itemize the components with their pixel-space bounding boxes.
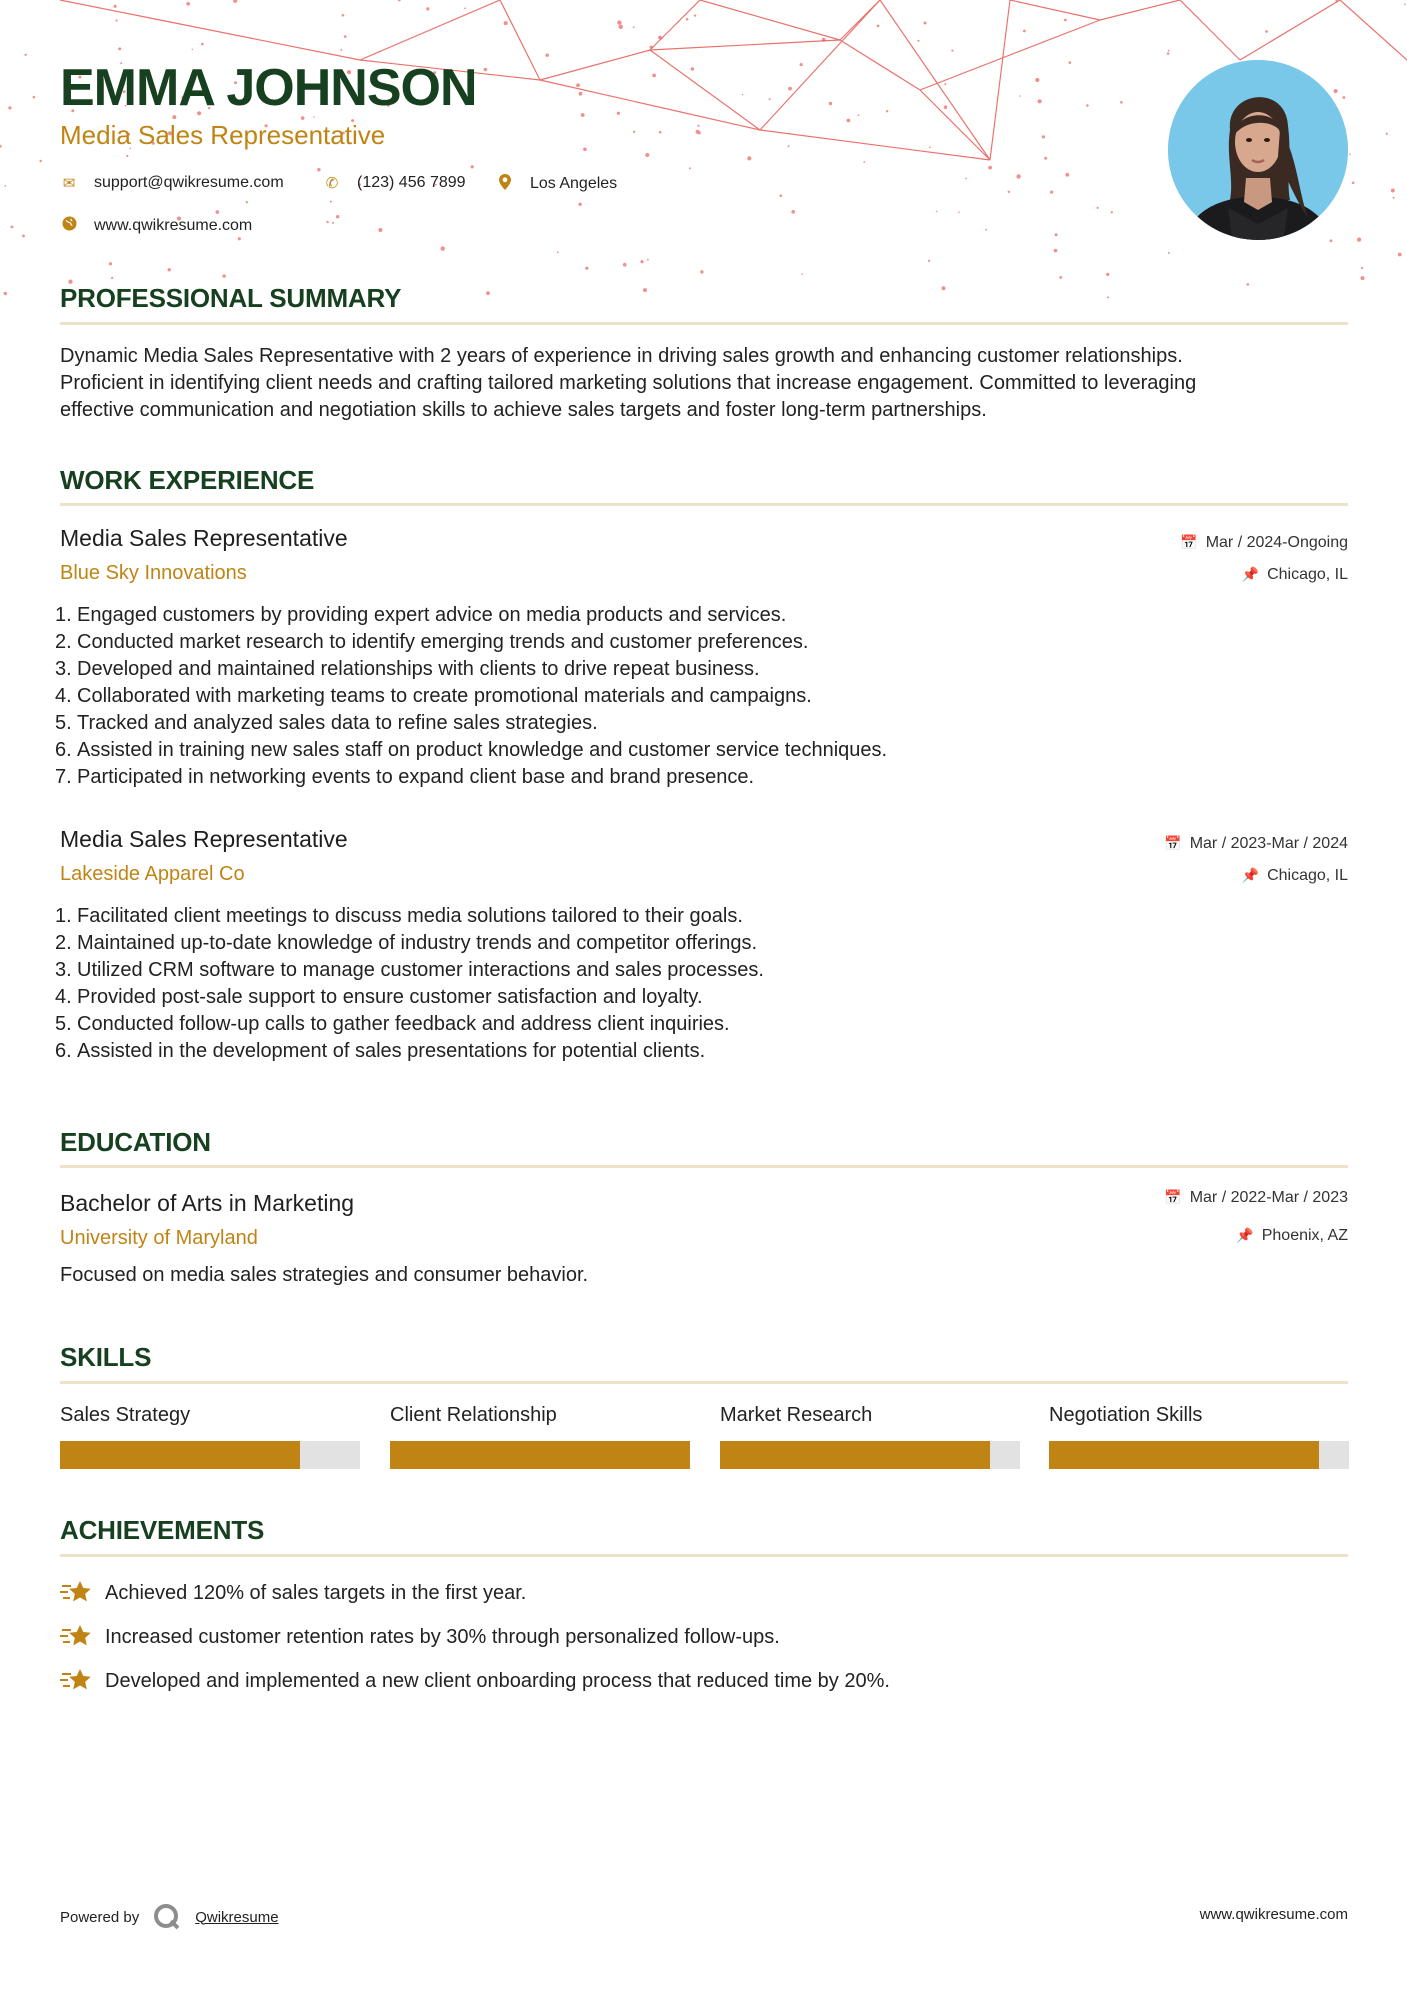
list-item: 7. Participated in networking events to expand client base and brand presence.	[55, 766, 755, 788]
section-title-skills: SKILLS	[60, 1342, 152, 1372]
star-icon	[60, 1623, 92, 1651]
job-location-text: Chicago, IL	[1267, 867, 1348, 884]
job-location	[1242, 566, 1348, 584]
achievement-item	[60, 1579, 526, 1607]
job-location	[1242, 867, 1348, 885]
section-title-achievements: ACHIEVEMENTS	[60, 1515, 265, 1545]
section-divider	[60, 1554, 1348, 1557]
envelope-icon: ✉	[62, 175, 76, 192]
calendar-icon: 📅	[1164, 1189, 1182, 1205]
skill-bar-track	[60, 1441, 360, 1469]
achievement-text: Increased customer retention rates by 30% through personalized follow-ups.	[105, 1625, 780, 1648]
summary-line: Dynamic Media Sales Representative with 2 years of experience in driving sales growth and enhancing customer relationships.	[60, 345, 1183, 367]
achievement-item	[60, 1623, 780, 1651]
section-divider	[60, 322, 1348, 325]
list-item: 6. Assisted in the development of sales presentations for potential clients.	[55, 1040, 706, 1062]
section-divider	[60, 1381, 1348, 1384]
skill-bar-track	[1049, 1441, 1349, 1469]
job-role: Media Sales Representative	[60, 525, 348, 551]
job-dates	[1180, 534, 1348, 552]
job-location-text: Chicago, IL	[1267, 566, 1348, 583]
skill-bar-track	[720, 1441, 1020, 1469]
skill-bar-fill	[1049, 1441, 1319, 1469]
education-degree: Bachelor of Arts in Marketing	[60, 1190, 355, 1216]
education-dates	[1164, 1189, 1348, 1207]
qwikresume-link[interactable]: Qwikresume	[195, 1908, 279, 1926]
list-item: 1. Engaged customers by providing expert advice on media products and services.	[55, 604, 787, 626]
profile-photo	[1168, 60, 1348, 240]
phone-text: (123) 456 7899	[357, 174, 466, 191]
website-text: www.qwikresume.com	[94, 216, 253, 234]
list-item: 2. Conducted market research to identify emerging trends and customer preferences.	[55, 631, 809, 653]
list-item: 2. Maintained up-to-date knowledge of industry trends and competitor offerings.	[55, 932, 758, 954]
section-title-experience: WORK EXPERIENCE	[60, 465, 315, 495]
summary-line: effective communication and negotiation skills to achieve sales targets and foster long-term partnerships.	[60, 399, 987, 421]
job-company: Blue Sky Innovations	[60, 562, 247, 584]
skill-label: Negotiation Skills	[1049, 1404, 1203, 1426]
job-dates-text: Mar / 2023-Mar / 2024	[1189, 835, 1348, 852]
list-item: 3. Utilized CRM software to manage customer interactions and sales processes.	[55, 959, 764, 981]
skill-bar-fill	[60, 1441, 300, 1469]
qwikresume-logo-icon	[153, 1903, 181, 1931]
pushpin-icon: 📌	[1241, 566, 1260, 582]
email-text: support@qwikresume.com	[94, 174, 284, 191]
star-icon	[60, 1579, 92, 1607]
education-description: Focused on media sales strategies and consumer behavior.	[60, 1264, 589, 1286]
calendar-icon: 📅	[1180, 534, 1198, 550]
job-bullet-list	[55, 602, 887, 791]
contact-email[interactable]	[60, 174, 284, 192]
phone-icon: ✆	[325, 175, 339, 192]
list-item: 4. Provided post-sale support to ensure customer satisfaction and loyalty.	[55, 986, 703, 1008]
education-location	[1236, 1227, 1348, 1245]
list-item: 3. Developed and maintained relationships with clients to drive repeat business.	[55, 658, 760, 680]
job-company: Lakeside Apparel Co	[60, 863, 245, 885]
list-item: 5. Conducted follow-up calls to gather feedback and address client inquiries.	[55, 1013, 730, 1035]
summary-line: Proficient in identifying client needs and crafting tailored marketing solutions that increase engagement. Committed to leveraging	[60, 372, 1197, 394]
list-item: 5. Tracked and analyzed sales data to refine sales strategies.	[55, 712, 598, 734]
section-title-summary: PROFESSIONAL SUMMARY	[60, 283, 402, 313]
achievement-item	[60, 1667, 890, 1695]
candidate-name: EMMA JOHNSON	[60, 59, 477, 117]
education-school: University of Maryland	[60, 1227, 258, 1249]
job-dates	[1164, 835, 1348, 853]
skill-bar-fill	[720, 1441, 990, 1469]
education-dates-text: Mar / 2022-Mar / 2023	[1189, 1189, 1348, 1206]
education-location-text: Phoenix, AZ	[1261, 1227, 1348, 1244]
powered-by-label: Powered by	[60, 1908, 140, 1926]
job-role: Media Sales Representative	[60, 826, 348, 852]
footer-powered-by	[60, 1903, 279, 1931]
section-divider	[60, 503, 1348, 506]
calendar-icon: 📅	[1164, 835, 1182, 851]
pushpin-icon: 📌	[1241, 867, 1260, 883]
contact-phone[interactable]	[323, 174, 466, 192]
skill-bar-track	[390, 1441, 690, 1469]
location-text: Los Angeles	[530, 175, 618, 192]
map-pin-icon	[496, 174, 514, 194]
list-item: 6. Assisted in training new sales staff on product knowledge and customer service techniques.	[55, 739, 888, 761]
job-dates-text: Mar / 2024-Ongoing	[1205, 534, 1348, 551]
skill-bar-fill	[390, 1441, 690, 1469]
list-item: 4. Collaborated with marketing teams to create promotional materials and campaigns.	[55, 685, 812, 707]
contact-location	[496, 174, 617, 194]
contact-website[interactable]	[60, 216, 252, 235]
section-title-education: EDUCATION	[60, 1127, 211, 1157]
skill-label: Sales Strategy	[60, 1404, 191, 1426]
skill-label: Market Research	[720, 1404, 873, 1426]
candidate-job-title: Media Sales Representative	[60, 120, 386, 150]
section-divider	[60, 1165, 1348, 1168]
list-item: 1. Facilitated client meetings to discuss media solutions tailored to their goals.	[55, 905, 743, 927]
achievement-text: Developed and implemented a new client onboarding process that reduced time by 20%.	[105, 1669, 890, 1692]
skill-label: Client Relationship	[390, 1404, 557, 1426]
summary-text	[60, 343, 1348, 424]
achievement-text: Achieved 120% of sales targets in the first year.	[105, 1581, 527, 1604]
star-icon	[60, 1667, 92, 1695]
job-bullet-list	[55, 903, 764, 1065]
globe-icon	[60, 216, 78, 235]
footer-website[interactable]: www.qwikresume.com	[1199, 1906, 1348, 1923]
pushpin-icon: 📌	[1236, 1227, 1254, 1243]
